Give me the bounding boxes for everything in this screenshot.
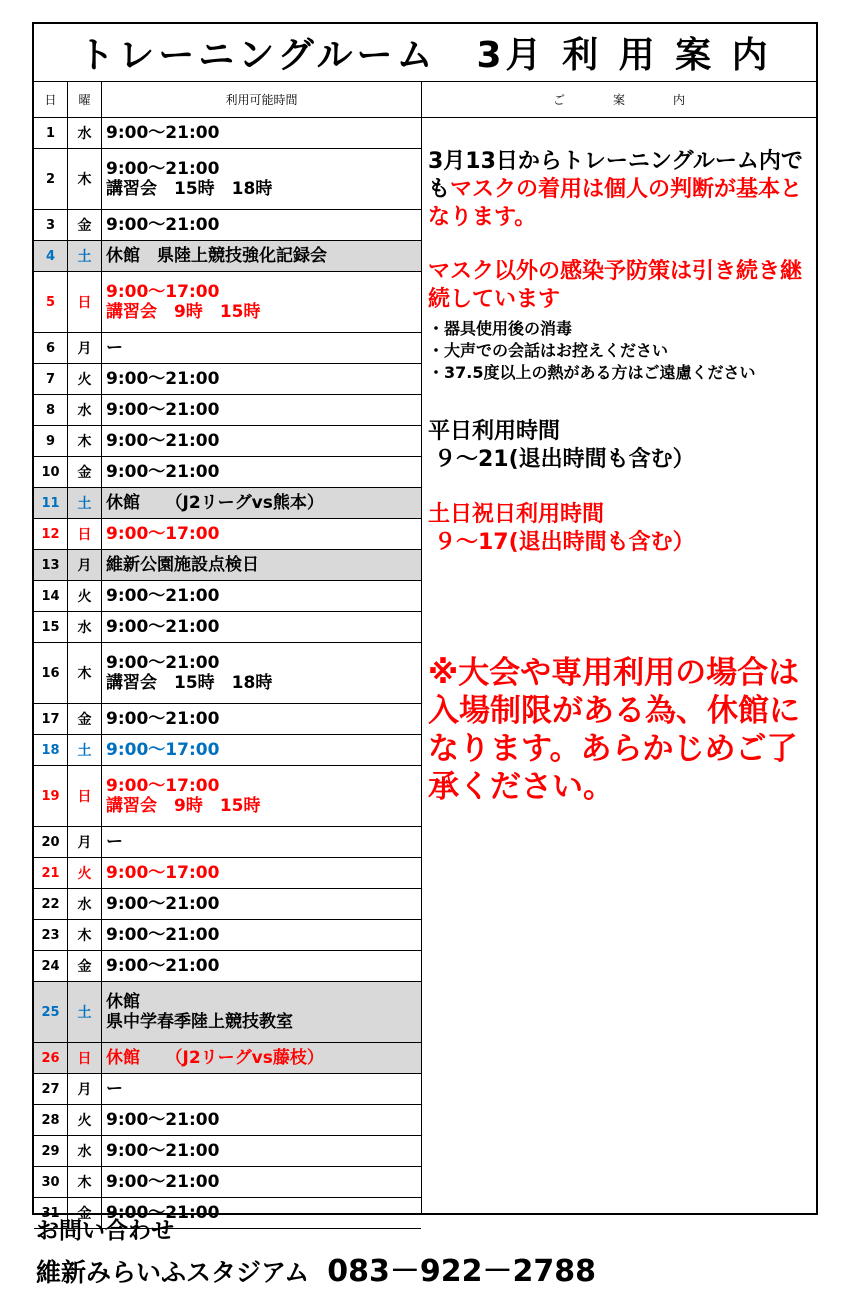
row-weekday: 月 — [68, 333, 102, 363]
row-day: 14 — [34, 581, 68, 611]
row-weekday: 木 — [68, 643, 102, 703]
row-time-line: 9:00～21:00 — [106, 215, 220, 235]
table-row — [34, 1074, 421, 1105]
header-day: 日 — [34, 82, 68, 117]
list-item: ・大声での会話はお控えください — [428, 341, 669, 360]
row-day: 8 — [34, 395, 68, 425]
row-time — [102, 550, 421, 580]
row-time-line: 講習会 9時 15時 — [106, 302, 261, 322]
row-day: 19 — [34, 766, 68, 826]
row-time — [102, 241, 421, 271]
list-item: ・器具使用後の消毒 — [428, 319, 573, 338]
row-time-line: 休館 （J2リーグvs藤枝） — [106, 1048, 324, 1068]
row-time — [102, 1136, 421, 1166]
table-row — [34, 704, 421, 735]
table-row — [34, 612, 421, 643]
row-time-line: 講習会 9時 15時 — [106, 796, 261, 816]
table-row — [34, 889, 421, 920]
row-day: 27 — [34, 1074, 68, 1104]
row-day: 31 — [34, 1198, 68, 1228]
row-time-line: 休館 県陸上競技強化記録会 — [106, 246, 327, 266]
row-time — [102, 210, 421, 240]
row-weekday: 金 — [68, 704, 102, 734]
row-weekday: 水 — [68, 612, 102, 642]
row-weekday: 木 — [68, 149, 102, 209]
table-row — [34, 581, 421, 612]
row-time-line: 9:00～21:00 — [106, 1203, 220, 1223]
table-row — [34, 333, 421, 364]
row-day: 7 — [34, 364, 68, 394]
table-row — [34, 1167, 421, 1198]
header-info-1: ご — [552, 93, 565, 107]
table-row — [34, 827, 421, 858]
row-day: 25 — [34, 982, 68, 1042]
row-day: 4 — [34, 241, 68, 271]
table-row — [34, 241, 421, 272]
row-time — [102, 612, 421, 642]
row-time — [102, 920, 421, 950]
row-day: 11 — [34, 488, 68, 518]
row-time — [102, 333, 421, 363]
table-row — [34, 858, 421, 889]
table-row — [34, 982, 421, 1043]
row-day: 2 — [34, 149, 68, 209]
info-panel — [424, 118, 816, 1215]
row-weekday: 土 — [68, 982, 102, 1042]
row-time — [102, 395, 421, 425]
row-weekday: 火 — [68, 581, 102, 611]
row-time-line: 9:00～17:00 — [106, 776, 220, 796]
row-day: 12 — [34, 519, 68, 549]
header-time: 利用可能時間 — [102, 82, 422, 117]
table-row — [34, 643, 421, 704]
row-weekday: 土 — [68, 488, 102, 518]
row-time-line: 9:00～21:00 — [106, 1141, 220, 1161]
row-weekday: 土 — [68, 241, 102, 271]
table-header — [34, 82, 816, 118]
table-row — [34, 951, 421, 982]
table-row — [34, 1043, 421, 1074]
schedule-rows — [34, 118, 422, 1223]
row-weekday: 火 — [68, 364, 102, 394]
row-day: 20 — [34, 827, 68, 857]
row-time-line: 講習会 15時 18時 — [106, 673, 273, 693]
row-time-line: 9:00～21:00 — [106, 1110, 220, 1130]
mask-note-emphasis: マスクの着用は個人の判断が基本となります。 — [428, 177, 803, 230]
row-time-line: 9:00～17:00 — [106, 740, 220, 760]
row-weekday: 木 — [68, 426, 102, 456]
row-day: 17 — [34, 704, 68, 734]
table-row — [34, 920, 421, 951]
row-day: 15 — [34, 612, 68, 642]
row-time — [102, 1167, 421, 1197]
row-time-line: 9:00～21:00 — [106, 123, 220, 143]
row-day: 6 — [34, 333, 68, 363]
row-time — [102, 364, 421, 394]
table-row — [34, 149, 421, 210]
prevention-list — [428, 318, 818, 384]
row-weekday: 金 — [68, 210, 102, 240]
row-weekday: 水 — [68, 1136, 102, 1166]
row-time — [102, 1074, 421, 1104]
row-time — [102, 1105, 421, 1135]
row-time-line: 県中学春季陸上競技教室 — [106, 1012, 293, 1032]
row-time — [102, 457, 421, 487]
list-item: ・37.5度以上の熱がある方はご遠慮ください — [428, 363, 756, 382]
row-time-line: ー — [106, 832, 123, 852]
row-time-line: 9:00～21:00 — [106, 894, 220, 914]
row-time — [102, 272, 421, 332]
table-row — [34, 457, 421, 488]
row-time-line: 9:00～21:00 — [106, 617, 220, 637]
table-row — [34, 118, 421, 149]
row-weekday: 月 — [68, 827, 102, 857]
row-weekday: 火 — [68, 1105, 102, 1135]
row-time — [102, 581, 421, 611]
row-time — [102, 488, 421, 518]
weekend-hours — [428, 501, 818, 557]
phone-number: 083－922－2788 — [327, 1254, 597, 1289]
row-day: 30 — [34, 1167, 68, 1197]
row-time — [102, 858, 421, 888]
weekday-hours-value: ９～21(退出時間も含む） — [434, 447, 695, 472]
row-time-line: 講習会 15時 18時 — [106, 179, 273, 199]
row-time — [102, 1043, 421, 1073]
header-weekday: 曜 — [68, 82, 102, 117]
row-weekday: 水 — [68, 395, 102, 425]
header-info — [422, 82, 816, 117]
table-row — [34, 735, 421, 766]
table-row — [34, 766, 421, 827]
table-row — [34, 488, 421, 519]
row-time-line: 9:00～21:00 — [106, 1172, 220, 1192]
row-time — [102, 951, 421, 981]
table-row — [34, 550, 421, 581]
row-weekday: 月 — [68, 550, 102, 580]
row-day: 23 — [34, 920, 68, 950]
row-weekday: 木 — [68, 920, 102, 950]
row-time-line: 9:00～21:00 — [106, 653, 220, 673]
header-info-2: 案 — [612, 93, 625, 107]
prevention-note: マスク以外の感染予防策は引き続き継続しています — [428, 259, 803, 312]
row-weekday: 日 — [68, 272, 102, 332]
row-weekday: 金 — [68, 951, 102, 981]
contact-section — [36, 1214, 816, 1293]
row-day: 28 — [34, 1105, 68, 1135]
row-day: 3 — [34, 210, 68, 240]
row-time — [102, 735, 421, 765]
table-row — [34, 1136, 421, 1167]
weekend-hours-title: 土日祝日利用時間 — [428, 502, 605, 527]
row-day: 24 — [34, 951, 68, 981]
row-time-line: 9:00～21:00 — [106, 462, 220, 482]
row-time — [102, 982, 421, 1042]
contact-label: お問い合わせ — [36, 1218, 174, 1244]
row-time-line: ー — [106, 1079, 123, 1099]
weekday-hours-title: 平日利用時間 — [428, 419, 561, 444]
row-weekday: 木 — [68, 1167, 102, 1197]
row-time — [102, 889, 421, 919]
row-day: 13 — [34, 550, 68, 580]
table-row — [34, 395, 421, 426]
row-weekday: 火 — [68, 858, 102, 888]
row-time — [102, 149, 421, 209]
row-day: 29 — [34, 1136, 68, 1166]
row-day: 1 — [34, 118, 68, 148]
row-time-line: 休館 — [106, 992, 140, 1012]
row-weekday: 日 — [68, 766, 102, 826]
row-time-line: 9:00～17:00 — [106, 282, 220, 302]
row-time — [102, 766, 421, 826]
venue-name: 維新みらいふスタジアム — [36, 1258, 310, 1287]
row-day: 9 — [34, 426, 68, 456]
row-time-line: 9:00～17:00 — [106, 524, 220, 544]
row-weekday: 金 — [68, 1198, 102, 1228]
row-weekday: 日 — [68, 519, 102, 549]
row-time — [102, 643, 421, 703]
row-weekday: 水 — [68, 889, 102, 919]
row-time-line: 9:00～21:00 — [106, 159, 220, 179]
row-time-line: 維新公園施設点検日 — [106, 555, 259, 575]
row-time — [102, 519, 421, 549]
row-weekday: 水 — [68, 118, 102, 148]
row-weekday: 日 — [68, 1043, 102, 1073]
row-time — [102, 827, 421, 857]
row-time-line: 休館 （J2リーグvs熊本） — [106, 493, 324, 513]
weekend-hours-value: ９～17(退出時間も含む） — [434, 530, 695, 555]
row-day: 18 — [34, 735, 68, 765]
row-time-line: 9:00～21:00 — [106, 925, 220, 945]
row-time-line: 9:00～17:00 — [106, 863, 220, 883]
row-time — [102, 426, 421, 456]
table-row — [34, 210, 421, 241]
row-day: 26 — [34, 1043, 68, 1073]
mask-note — [428, 148, 818, 232]
row-time-line: 9:00～21:00 — [106, 400, 220, 420]
row-day: 10 — [34, 457, 68, 487]
page-title: トレーニングルーム 3月 利 用 案 内 — [34, 24, 816, 82]
row-day: 21 — [34, 858, 68, 888]
row-time-line: 9:00～21:00 — [106, 709, 220, 729]
mask-note-prefix: 3月13日からトレーニングルーム内でも — [428, 149, 803, 202]
header-info-3: 内 — [672, 93, 685, 107]
table-row — [34, 519, 421, 550]
closure-notice: ※大会や専用利用の場合は入場制限がある為、休館になります。あらかじめご了承ください。 — [428, 655, 800, 805]
row-time — [102, 118, 421, 148]
table-row — [34, 364, 421, 395]
weekday-hours — [428, 418, 818, 474]
row-weekday: 土 — [68, 735, 102, 765]
table-row — [34, 272, 421, 333]
row-time — [102, 704, 421, 734]
row-time-line: 9:00～21:00 — [106, 956, 220, 976]
row-weekday: 金 — [68, 457, 102, 487]
table-row — [34, 426, 421, 457]
row-time-line: ー — [106, 338, 123, 358]
row-day: 5 — [34, 272, 68, 332]
row-time-line: 9:00～21:00 — [106, 586, 220, 606]
row-time-line: 9:00～21:00 — [106, 369, 220, 389]
row-time-line: 9:00～21:00 — [106, 431, 220, 451]
table-row — [34, 1105, 421, 1136]
row-day: 22 — [34, 889, 68, 919]
contact-line — [36, 1252, 816, 1293]
schedule-sheet — [32, 22, 818, 1223]
row-day: 16 — [34, 643, 68, 703]
row-weekday: 月 — [68, 1074, 102, 1104]
